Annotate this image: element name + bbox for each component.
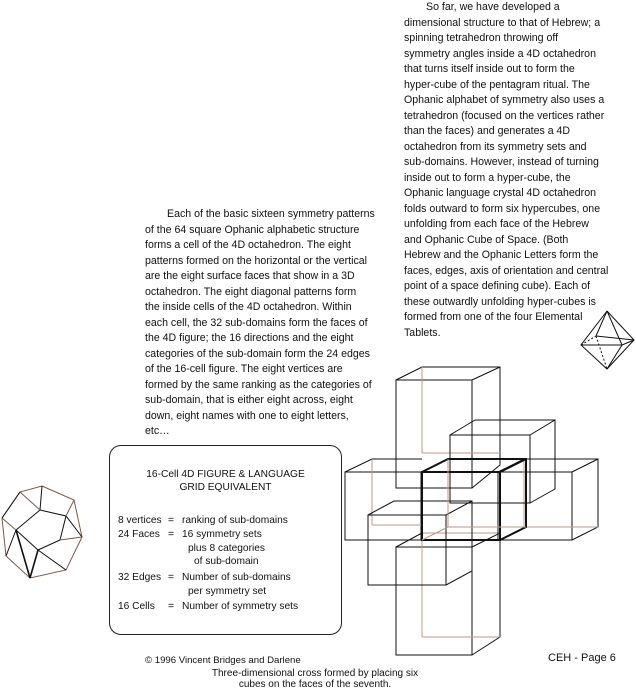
text-line: inside out to form a hyper-cube, the — [404, 171, 571, 184]
text-line: patterns formed on the horizontal or the vertical — [145, 254, 367, 267]
figure-caption — [210, 668, 420, 690]
text-line: categories of the sub-domain form the 24 edges — [145, 347, 370, 360]
text-line: formed by the same ranking as the categories of — [145, 378, 372, 391]
octahedron-figure — [576, 310, 636, 372]
grid-row-faces-cont1: plus 8 categories — [188, 543, 266, 554]
text-line: So far, we have developed a — [426, 1, 560, 13]
text-line: Each of the basic sixteen symmetry patterns — [167, 208, 375, 220]
text-line: are the eight surface faces that show in a 3D — [145, 270, 355, 282]
grid-row-vertices — [118, 514, 288, 527]
grid-row-label: 8 vertices — [118, 515, 162, 526]
page-number: CEH - Page 6 — [548, 652, 616, 664]
caption-line2: cubes on the faces of the seventh. — [238, 679, 392, 690]
text-line: octahedron from its symmetry sets and — [404, 140, 587, 153]
caption-line1: Three-dimensional cross formed by placing six — [211, 668, 419, 679]
text-line: dimensional structure to that of Hebrew; a — [404, 16, 601, 29]
text-line: unfolding from each face of the Hebrew — [404, 218, 589, 230]
grid-box-title-line2: GRID EQUIVALENT — [179, 481, 272, 493]
intro-paragraph — [404, 0, 632, 341]
grid-row-label: 24 Faces — [118, 529, 160, 540]
grid-row-edges — [118, 571, 291, 584]
text-line: of the 64 square Ophanic alphabetic structure — [145, 223, 360, 236]
grid-box-title-line1: 16-Cell 4D FIGURE & LANGUAGE — [146, 469, 305, 480]
text-line: Ophanic language crystal 4D octahedron — [404, 187, 596, 199]
text-line: of the 16-cell figure. The eight vertices are — [145, 363, 343, 375]
text-line: formed from one of the four Elemental — [404, 311, 583, 323]
grid-row-faces — [118, 528, 262, 541]
grid-row-value: Number of sub-domains — [182, 572, 291, 583]
grid-row-value: 16 symmetry sets — [182, 529, 262, 540]
grid-row-faces-cont2: of sub-domain — [194, 556, 259, 567]
text-line: Hebrew and the Ophanic Letters form the — [404, 249, 599, 261]
text-line: down, eight names with one to eight letters, — [145, 409, 349, 422]
grid-row-label: 16 Cells — [118, 601, 155, 612]
grid-row-equals: = — [168, 572, 174, 583]
grid-row-equals: = — [168, 601, 174, 612]
text-line: etc… — [145, 425, 170, 437]
text-line: symmetry angles inside a 4D octahedron — [404, 47, 596, 60]
text-line: these outwardly unfolding hyper-cubes is — [404, 295, 596, 308]
text-line: each cell, the 32 sub-domains form the faces of — [145, 316, 368, 329]
grid-row-edges-cont: per symmetry set — [188, 586, 267, 597]
text-line: the inside cells of the 4D octahedron. Within — [145, 301, 352, 313]
text-line: than the faces) and generates a 4D — [404, 125, 571, 137]
text-line: faces, edges, axis of orientation and central — [404, 264, 609, 277]
grid-row-value: Number of symmetry sets — [182, 601, 299, 612]
text-line: Tablets. — [404, 326, 441, 339]
text-line: spinning tetrahedron throwing off — [404, 32, 559, 44]
text-line: sub-domains. However, instead of turning — [404, 156, 599, 168]
text-line: octahedron. The eight diagonal patterns form — [145, 285, 357, 298]
copyright-notice: © 1996 Vincent Bridges and Darlene — [145, 655, 301, 666]
grid-row-cells — [118, 600, 298, 613]
icosahedron-figure — [0, 482, 84, 582]
text-line: the 4D figure; the 16 directions and the eight — [145, 332, 354, 344]
cube-cross-figure — [340, 365, 636, 665]
text-line: sub-domain, that is either eight across, eight — [145, 394, 353, 406]
text-line: that turns itself inside out to form the — [404, 63, 575, 75]
grid-box-title — [110, 469, 341, 494]
grid-row-equals: = — [168, 529, 174, 540]
text-line: tetrahedron (focused on the vertices rather — [404, 109, 605, 122]
grid-row-value: ranking of sub-domains — [182, 515, 288, 526]
text-line: point of a space defining cube). Each of — [404, 280, 591, 292]
text-line: Ophanic alphabet of symmetry also uses a — [404, 94, 605, 106]
text-line: hyper-cube of the pentagram ritual. The — [404, 78, 590, 91]
grid-row-label: 32 Edges — [118, 572, 162, 583]
text-line: folds outward to form six hypercubes, one — [404, 202, 601, 215]
grid-row-equals: = — [168, 515, 174, 526]
grid-equivalent-box — [109, 445, 342, 635]
text-line: forms a cell of the 4D octahedron. The eight — [145, 239, 351, 251]
text-line: and Ophanic Cube of Space. (Both — [404, 233, 569, 246]
